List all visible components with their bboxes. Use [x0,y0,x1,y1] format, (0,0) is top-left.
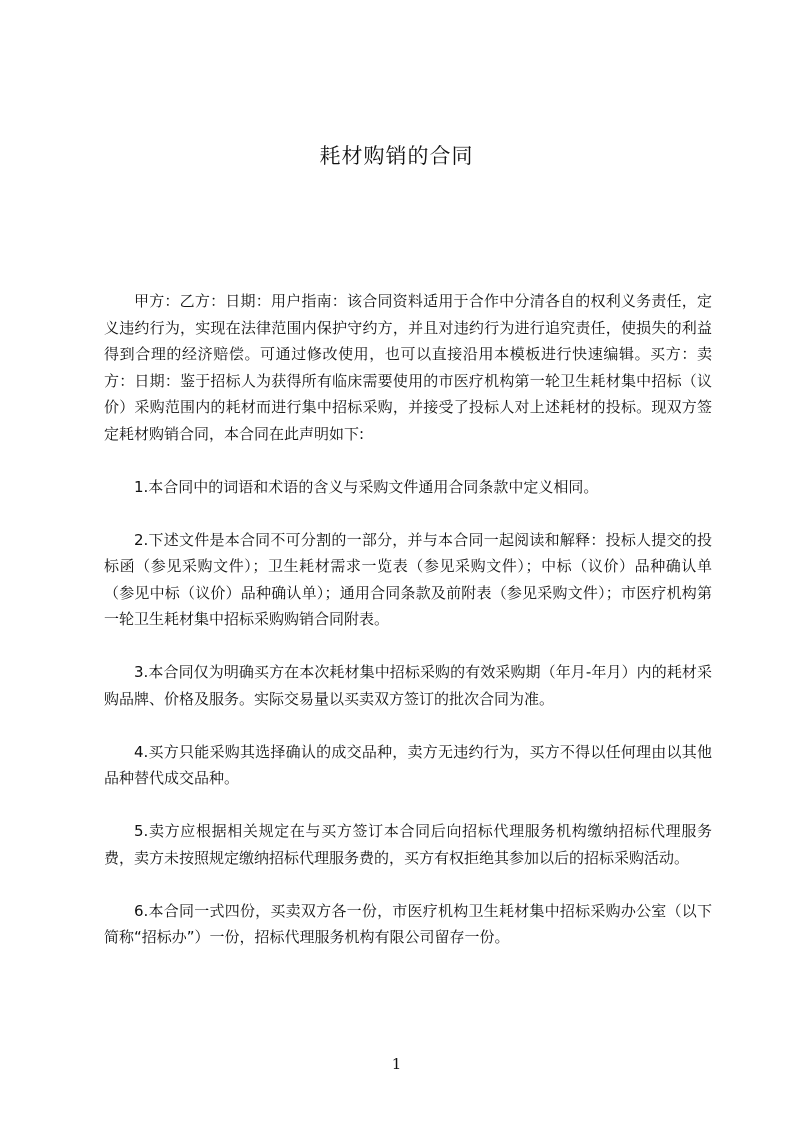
paragraph-clause-5: 5.卖方应根据相关规定在与买方签订本合同后向招标代理服务机构缴纳招标代理服务费，卖方未按照规定缴纳招标代理服务费的，买方有权拒绝其参加以后的招标采购活动。 [104,822,712,867]
paragraph-clause-1: 1.本合同中的词语和术语的含义与采购文件通用合同条款中定义相同。 [134,477,599,496]
paragraph-clause-3: 3.本合同仅为明确买方在本次耗材集中招标采购的有效采购期（年月-年月）内的耗材采购品牌、价格及服务。实际交易量以买卖双方签订的批次合同为准。 [104,663,712,708]
document-title: 耗材购销的合同 [319,144,474,168]
document-body [104,288,712,951]
paragraph-clause-6: 6.本合同一式四份，买卖双方各一份，市医疗机构卫生耗材集中招标采购办公室（以下简称“招标办”）一份，招标代理服务机构有限公司留存一份。 [104,901,712,946]
paragraph-clause-2: 2.下述文件是本合同不可分割的一部分，并与本合同一起阅读和解释：投标人提交的投标函（参见采购文件）；卫生耗材需求一览表（参见采购文件）；中标（议价）品种确认单（参见中标（议价）品种确认单）；通用合同条款及前附表（参见采购文件）；市医疗机构第一轮卫生耗材集中招标采购购销合同附表。 [104,530,712,628]
paragraph-preamble: 甲方：乙方：日期：用户指南：该合同资料适用于合作中分清各自的权利义务责任，定义违约行为，实现在法律范围内保护守约方，并且对违约行为进行追究责任，使损失的利益得到合理的经济赔偿。可通过修改使用，也可以直接沿用本模板进行快速编辑。买方：卖方：日期：鉴于招标人为获得所有临床需要使用的市医疗机构第一轮卫生耗材集中招标（议价）采购范围内的耗材而进行集中招标采购，并接受了投标人对上述耗材的投标。现双方签定耗材购销合同，本合同在此声明如下: [104,292,712,443]
paragraph-clause-4: 4.买方只能采购其选择确认的成交品种，卖方无违约行为，买方不得以任何理由以其他品种替代成交品种。 [104,742,712,787]
page-number: 1 [391,1055,402,1073]
